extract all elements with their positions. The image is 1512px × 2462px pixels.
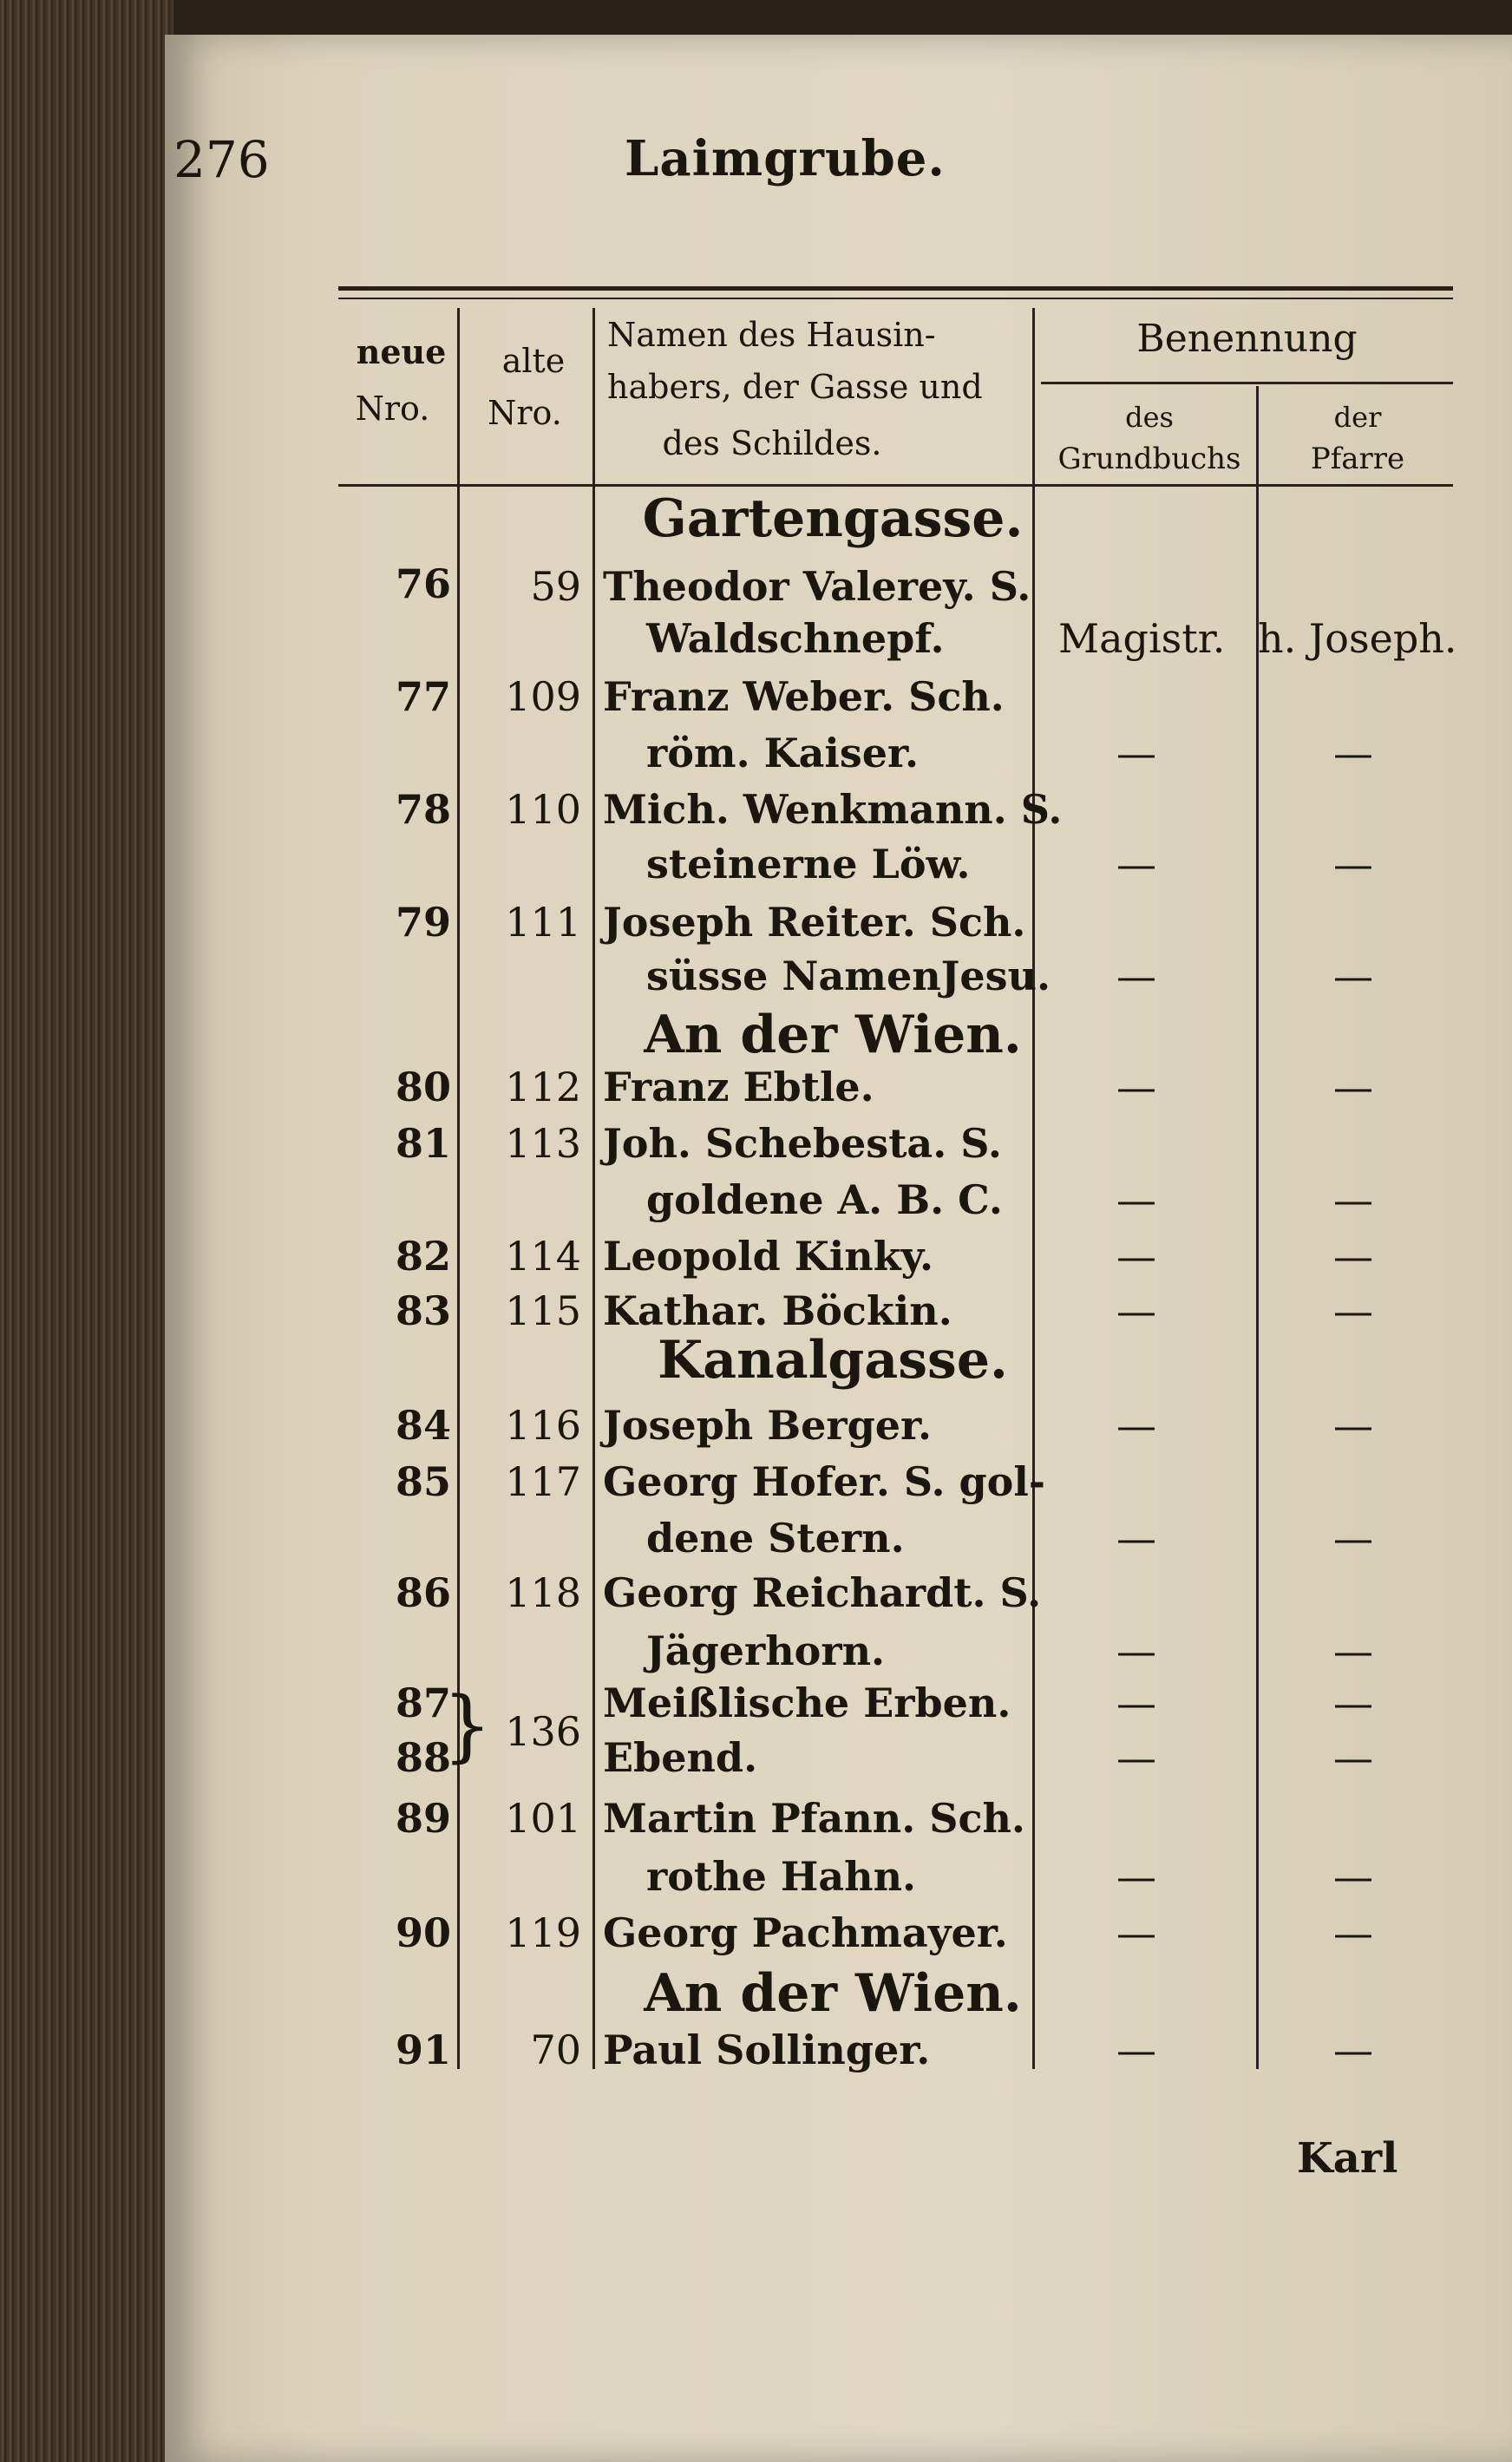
header-name-2: habers, der Gasse und	[607, 368, 983, 406]
header-new-no-2: Nro.	[355, 390, 430, 428]
old-no: 119	[505, 1909, 581, 1956]
grundbuch: —	[1116, 1680, 1156, 1726]
new-no: 79	[395, 899, 451, 946]
pfarre: —	[1333, 1734, 1373, 1781]
pfarre: —	[1333, 2027, 1373, 2073]
grundbuch: —	[1116, 1909, 1156, 1956]
owner-name: Georg Reichardt. S.	[603, 1569, 1042, 1616]
pfarre: —	[1333, 1064, 1373, 1110]
owner-name: Georg Pachmayer.	[603, 1909, 1008, 1956]
owner-name: Joseph Reiter. Sch.	[603, 899, 1026, 946]
col-line-3	[1032, 308, 1035, 2069]
page-number: 276	[173, 130, 270, 189]
grundbuch: —	[1116, 2027, 1156, 2073]
old-no: 110	[505, 786, 581, 833]
owner-name: Joseph Berger.	[603, 1402, 933, 1449]
header-name-1: Namen des Hausin-	[607, 316, 936, 354]
pfarre: —	[1333, 1627, 1373, 1674]
old-no: 117	[505, 1458, 581, 1505]
header-benennung: Benennung	[1136, 317, 1358, 361]
old-no: 109	[505, 673, 581, 720]
pfarre: —	[1333, 1515, 1373, 1562]
old-no: 114	[505, 1233, 581, 1280]
grundbuch: —	[1116, 1287, 1156, 1334]
new-no: 77	[395, 673, 451, 720]
top-rule-thin	[338, 298, 1453, 299]
grundbuch: —	[1116, 953, 1156, 999]
header-grundbuch-2: Grundbuchs	[1057, 442, 1241, 476]
owner-name: Paul Sollinger.	[603, 2027, 931, 2073]
col-line-2	[592, 308, 595, 2069]
grundbuch: —	[1116, 1734, 1156, 1781]
benennung-rule	[1041, 382, 1453, 384]
new-no: 87	[395, 1680, 451, 1726]
owner-name: Georg Hofer. S. gol-	[603, 1458, 1045, 1505]
new-no: 86	[395, 1569, 451, 1616]
owner-name: Martin Pfann. Sch.	[603, 1795, 1025, 1842]
pfarre: —	[1333, 953, 1373, 999]
old-no: 112	[505, 1064, 581, 1110]
owner-name: Meißlische Erben.	[603, 1680, 1011, 1726]
new-no: 78	[395, 786, 451, 833]
new-no: 83	[395, 1287, 451, 1334]
grundbuch: —	[1116, 1853, 1156, 1900]
house-sign: Waldschnepf.	[646, 615, 945, 662]
header-grundbuch-1: des	[1125, 401, 1174, 434]
owner-name: Franz Weber. Sch.	[603, 673, 1005, 720]
old-no: 116	[505, 1402, 581, 1449]
grundbuch: —	[1116, 1233, 1156, 1280]
house-sign: rothe Hahn.	[646, 1853, 917, 1900]
catchword: Karl	[1297, 2134, 1398, 2183]
section-heading: Kanalgasse.	[658, 1330, 1008, 1391]
pfarre: —	[1333, 1402, 1373, 1449]
col-line-1	[457, 308, 460, 2069]
new-no: 82	[395, 1233, 451, 1280]
house-sign: Jägerhorn.	[646, 1627, 886, 1674]
new-no: 85	[395, 1458, 451, 1505]
header-old-no-2: Nro.	[488, 394, 562, 432]
header-bottom-rule	[338, 484, 1453, 487]
grundbuch: —	[1116, 730, 1156, 776]
old-no: 101	[505, 1795, 581, 1842]
pfarre: —	[1333, 1287, 1373, 1334]
pfarre: —	[1333, 1176, 1373, 1223]
grundbuch: Magistr.	[1058, 615, 1226, 662]
owner-name: Joh. Schebesta. S.	[603, 1120, 1002, 1167]
header-name-3: des Schildes.	[662, 424, 882, 462]
owner-name: Ebend.	[603, 1734, 758, 1781]
house-sign: süsse NamenJesu.	[646, 953, 1051, 999]
owner-name: Theodor Valerey. S.	[603, 563, 1031, 610]
house-sign: steinerne Löw.	[646, 841, 971, 887]
grundbuch: —	[1116, 1064, 1156, 1110]
new-no: 76	[395, 560, 451, 607]
pfarre: —	[1333, 1233, 1373, 1280]
new-no: 89	[395, 1795, 451, 1842]
header-pfarre-1: der	[1333, 401, 1382, 434]
grundbuch: —	[1116, 1627, 1156, 1674]
new-no: 90	[395, 1909, 451, 1956]
pfarre: —	[1333, 841, 1373, 887]
new-no: 80	[395, 1064, 451, 1110]
grundbuch: —	[1116, 1176, 1156, 1223]
old-no: 136	[505, 1708, 581, 1755]
section-heading: An der Wien.	[644, 1963, 1022, 2024]
old-no: 70	[530, 2027, 581, 2073]
pfarre: —	[1333, 1909, 1373, 1956]
header-new-no-1: neue	[356, 332, 447, 371]
grundbuch: —	[1116, 1515, 1156, 1562]
old-no: 118	[505, 1569, 581, 1616]
owner-name: Kathar. Böckin.	[603, 1287, 952, 1334]
new-no: 81	[395, 1120, 451, 1167]
new-no: 91	[395, 2027, 451, 2073]
house-sign: röm. Kaiser.	[646, 730, 920, 776]
owner-name: Franz Ebtle.	[603, 1064, 874, 1110]
pfarre: h. Joseph.	[1258, 615, 1457, 662]
old-no: 59	[530, 563, 581, 610]
new-no: 84	[395, 1402, 451, 1449]
section-heading: An der Wien.	[644, 1005, 1022, 1065]
pfarre: —	[1333, 1853, 1373, 1900]
house-sign: goldene A. B. C.	[646, 1176, 1003, 1223]
pfarre: —	[1333, 730, 1373, 776]
grundbuch: —	[1116, 841, 1156, 887]
pfarre: —	[1333, 1680, 1373, 1726]
section-heading: Gartengasse.	[642, 488, 1024, 549]
top-rule	[338, 286, 1453, 291]
new-no: 88	[395, 1734, 451, 1781]
owner-name: Mich. Wenkmann. S.	[603, 786, 1063, 833]
old-no: 113	[505, 1120, 581, 1167]
header-old-no-1: alte	[501, 342, 566, 380]
old-no: 111	[505, 899, 581, 946]
header-pfarre-2: Pfarre	[1310, 442, 1405, 476]
running-title: Laimgrube.	[625, 130, 946, 187]
house-sign: dene Stern.	[646, 1515, 905, 1562]
brace: }	[442, 1680, 493, 1771]
book-edge	[0, 0, 173, 2462]
old-no: 115	[505, 1287, 581, 1334]
grundbuch: —	[1116, 1402, 1156, 1449]
owner-name: Leopold Kinky.	[603, 1233, 934, 1280]
